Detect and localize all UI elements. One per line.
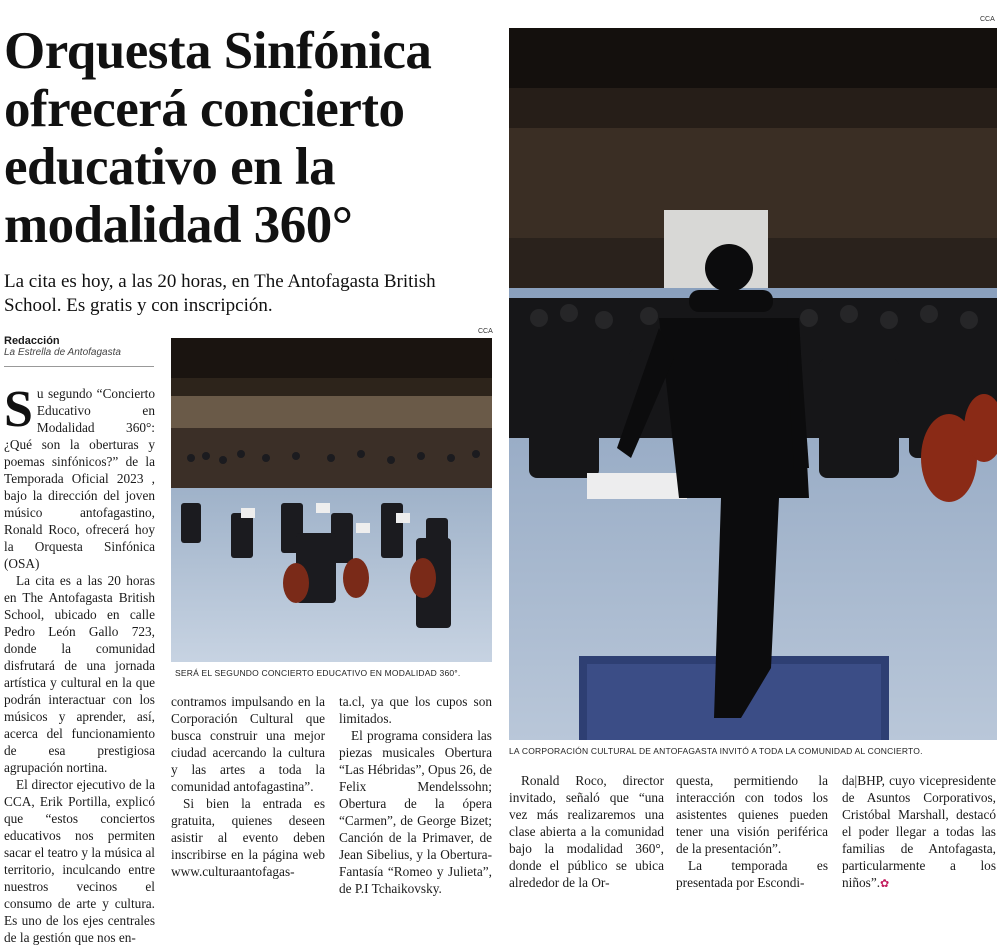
paragraph-9: questa, permitiendo la interacción con todos los asistentes quienes pueden tener una visión periférica de la presentación”.	[676, 773, 828, 856]
main-concert-photo-image	[509, 28, 997, 740]
body-column-3	[339, 693, 492, 897]
small-photo-caption: SERÁ EL SEGUNDO CONCIERTO EDUCATIVO EN MODALIDAD 360°.	[175, 668, 461, 678]
main-photo-caption: LA CORPORACIÓN CULTURAL DE ANTOFAGASTA INVITÓ A TODA LA COMUNIDAD AL CONCIERTO.	[509, 746, 923, 756]
paragraph-6: ta.cl, ya que los cupos son limitados.	[339, 694, 492, 726]
byline-divider	[4, 366, 154, 367]
paragraph-8: Ronald Roco, director invitado, señaló que “una vez más realizaremos una clase abierta a la comunidad bajo la modalidad 360°, donde el público se ubica alrededor de la Or-	[509, 773, 664, 890]
body-column-4	[509, 772, 664, 891]
paragraph-2: La cita es a las 20 horas en The Antofagasta British School, ubicado en calle Pedro León Gallo 723, donde la comunidad disfrutará de una jornada artística y cultural en la que podrán interactuar con los músicos y aprender, así, acerca del funcionamiento de esa prestigiosa agrupación nortina.	[4, 573, 155, 775]
main-photo-credit: CCA	[980, 16, 995, 23]
paragraph-11	[842, 772, 996, 893]
paragraph-7: El programa considera las piezas musicales Obertura “Las Hébridas”, Opus 26, de Felix Mendelssohn; Obertura de la ópera “Carmen”, de George Bizet; Canción de la Primaver, de Jean Sibelius, y la Obertura-Fantasía “Romeo y Julieta”, de P.I Tchaikovsky.	[339, 728, 492, 896]
paragraph-10: La temporada es presentada por Escondi-	[676, 858, 828, 890]
body-column-2	[171, 693, 325, 880]
small-photo-credit: CCA	[478, 328, 493, 335]
deck: La cita es hoy, a las 20 horas, en The Antofagasta British School. Es gratis y con inscripción.	[4, 271, 436, 316]
dropcap: S	[4, 381, 33, 438]
paragraph-1	[4, 381, 155, 572]
paragraph-4: contramos impulsando en la Corporación Cultural que busca construir una mejor ciudad acercando la cultura y las artes a toda la comunidad antofagastina”.	[171, 694, 325, 794]
byline-author: Redacción	[4, 335, 60, 347]
paragraph-5: Si bien la entrada es gratuita, quienes deseen asistir al evento deben inscribirse en la página web www.culturaantofagas-	[171, 796, 325, 879]
headline: Orquesta Sinfónica ofrecerá concierto educativo en la modalidad 360°	[4, 22, 432, 254]
paragraph-3: El director ejecutivo de la CCA, Erik Portilla, explicó que “estos conciertos educativos nos permiten sacar el teatro y la música al territorio, inculcando entre nuestros vecinos el consumo de arte y cultura. Es uno de los ejes centrales de la gestión que nos en-	[4, 777, 155, 945]
body-column-1	[4, 381, 155, 946]
small-concert-photo	[171, 338, 492, 662]
paragraph-1-text: u segundo “Concierto Educativo en Modalidad 360°: ¿Qué son la oberturas y poemas sinfónicos?” de la Temporada Oficial 2023 , bajo la dirección del joven músico antofagastino, Ronald Roco, ofrecerá hoy la Orquesta Sinfónica (OSA)	[4, 386, 155, 571]
byline	[4, 335, 154, 358]
body-column-6	[842, 772, 996, 893]
body-column-5	[676, 772, 828, 891]
small-concert-photo-image	[171, 338, 492, 662]
main-concert-photo	[509, 28, 997, 740]
flower-icon: ✿	[880, 878, 890, 890]
paragraph-11-text: da|BHP, cuyo vicepresidente de Asuntos Corporativos, Cristóbal Marshall, destacó el poder llegar a todas las familias de Antofagasta, particularmente a los niños”.	[842, 773, 996, 890]
byline-outlet: La Estrella de Antofagasta	[4, 347, 121, 358]
